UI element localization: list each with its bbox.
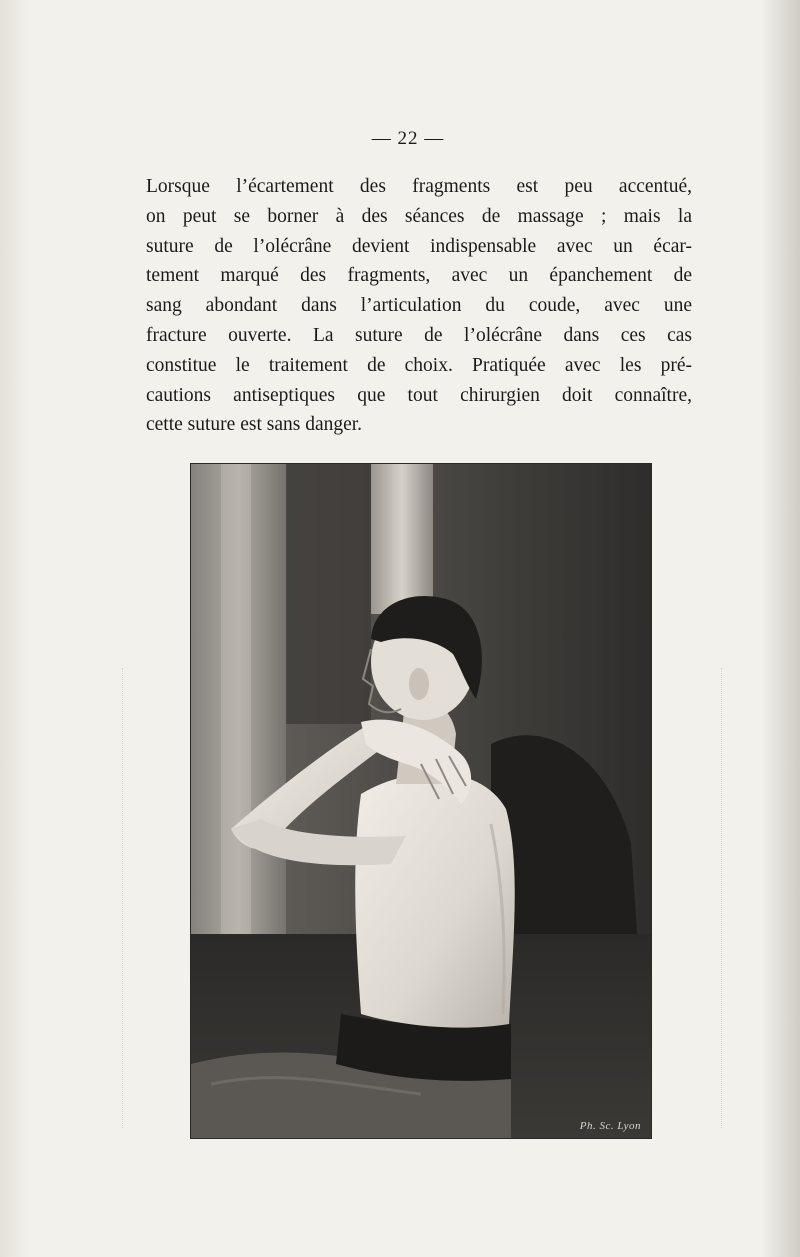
curtain-fold (221, 464, 251, 934)
torso (355, 773, 515, 1028)
photo-credit: Ph. Sc. Lyon (579, 1120, 641, 1132)
text-line: on peut se borner à des séances de massage ; mais la (146, 205, 692, 227)
text-line: suture de l’olécrâne devient indispensable avec un écar- (146, 235, 692, 257)
curtain-center (371, 464, 433, 614)
text-line: constitue le traitement de choix. Pratiquée avec les pré- (146, 354, 692, 376)
ear (409, 668, 429, 700)
photograph-illustration (191, 464, 651, 1138)
text-line: cette suture est sans danger. (146, 414, 363, 436)
text-line: fracture ouverte. La suture de l’olécrâne dans ces cas (146, 324, 692, 346)
body-paragraph (146, 172, 692, 440)
page-edge-shadow-left (0, 0, 30, 1257)
page-edge-shadow-right (760, 0, 800, 1257)
page-number: — 22 — (371, 128, 445, 149)
text-line: sang abondant dans l’articulation du coude, avec une (146, 295, 692, 317)
text-line: cautions antiseptiques que tout chirurgien doit connaître, (146, 384, 692, 406)
patient-photograph (190, 463, 652, 1139)
dark-drape (286, 464, 371, 724)
text-line: Lorsque l’écartement des fragments est peu accentué, (146, 176, 692, 197)
text-line: tement marqué des fragments, avec un épanchement de (146, 265, 692, 287)
